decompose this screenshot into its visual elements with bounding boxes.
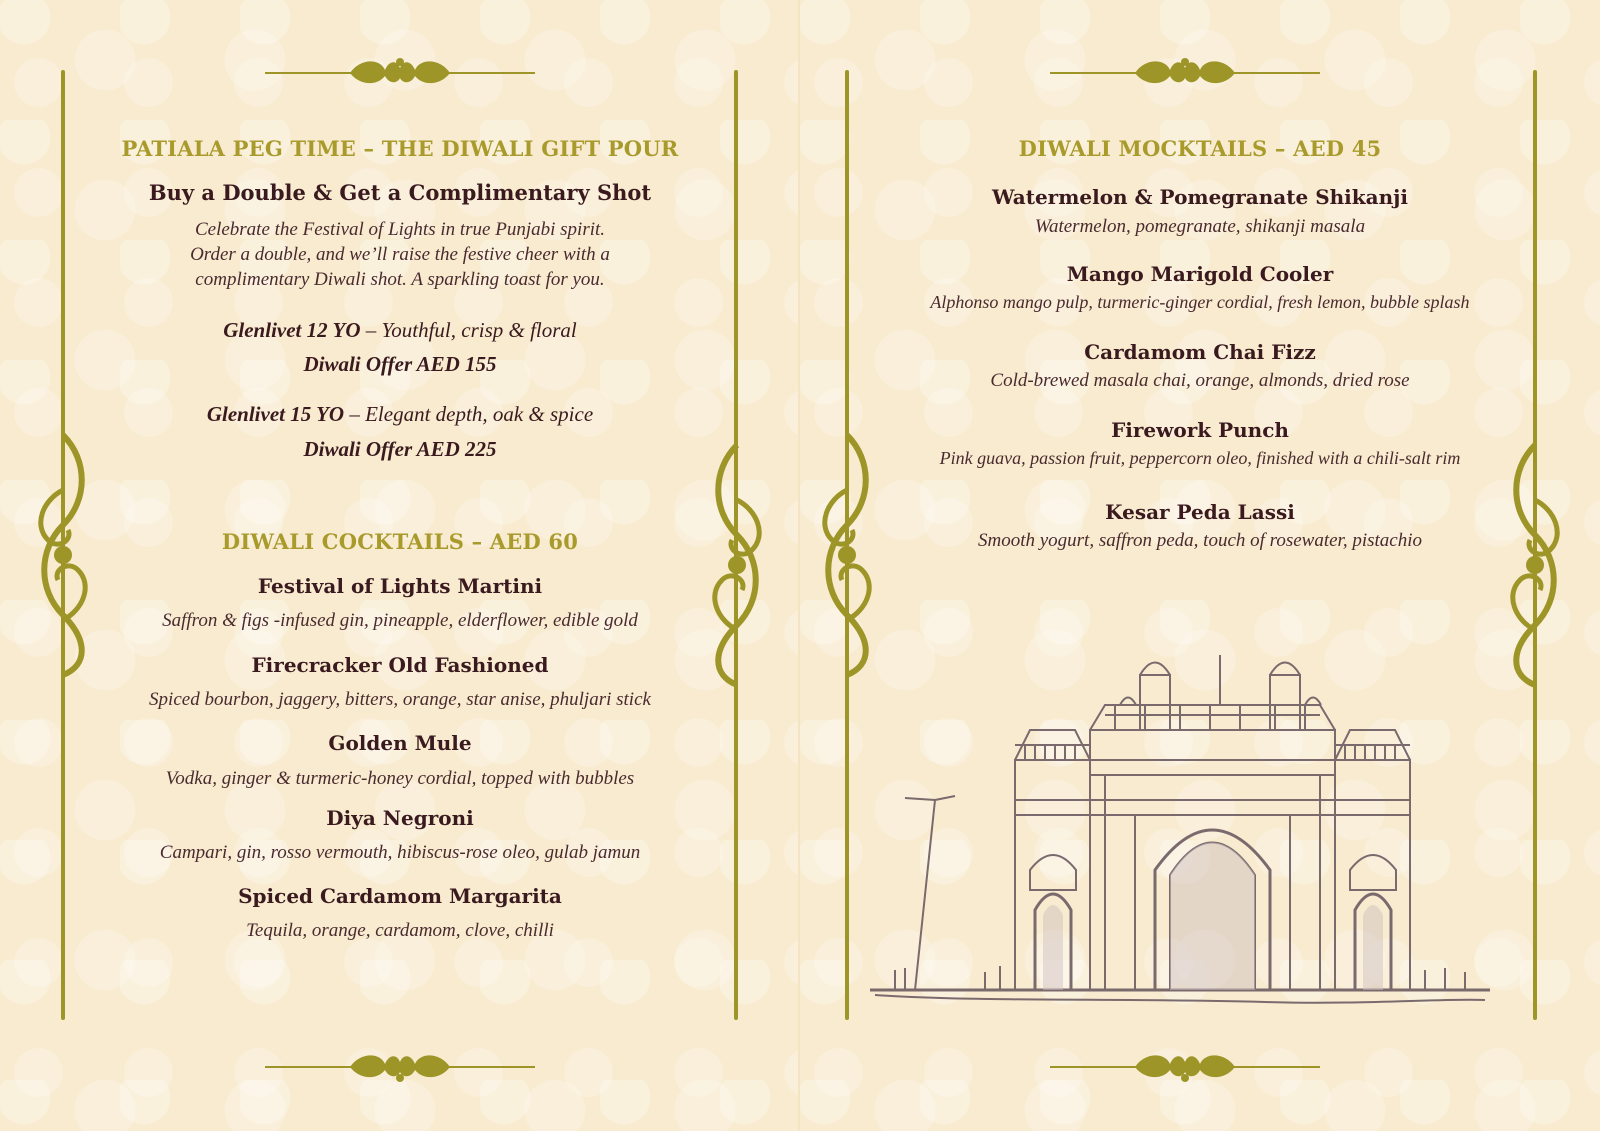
mocktail-name: Watermelon & Pomegranate Shikanji [992,185,1408,209]
whisky-offer-price: Diwali Offer AED 155 [303,352,497,376]
cocktail-name: Spiced Cardamom Margarita [238,884,562,908]
left-page-right-flourish-icon [702,440,772,690]
intro-line: complimentary Diwali shot. A sparkling toast for you. [195,269,605,290]
cocktail-name: Diya Negroni [326,806,474,830]
whisky-offer-price: Diwali Offer AED 225 [303,437,497,461]
whisky-separator: – [360,318,382,342]
whisky-name: Glenlivet 15 YO [206,402,345,426]
patiala-intro [100,217,700,292]
mocktail-name: Mango Marigold Cooler [1066,262,1334,286]
cocktail-desc: Spiced bourbon, jaggery, bitters, orange, star anise, phuljari stick [149,689,651,710]
mocktail-desc: Pink guava, passion fruit, peppercorn oleo, finished with a chili-salt rim [939,448,1461,468]
whisky-offer-1 [100,318,700,343]
patiala-section-title: PATIALA PEG TIME – THE DIWALI GIFT POUR [121,136,679,161]
cocktail-desc: Tequila, orange, cardamom, clove, chilli [246,920,554,941]
mocktails-section-title: DIWALI MOCKTAILS – AED 45 [1018,136,1382,161]
cocktail-name: Firecracker Old Fashioned [251,653,549,677]
intro-line: Order a double, and we’ll raise the festive cheer with a [190,244,610,265]
patiala-subtitle: Buy a Double & Get a Complimentary Shot [148,180,652,205]
left-content [100,0,700,1131]
mocktail-desc: Cold-brewed masala chai, orange, almonds, dried rose [990,370,1410,391]
mocktail-name: Firework Punch [1111,418,1289,442]
cocktail-name: Festival of Lights Martini [257,574,543,598]
whisky-note: Youthful, crisp & floral [381,318,577,342]
whisky-name: Glenlivet 12 YO [223,318,361,342]
mocktail-desc: Watermelon, pomegranate, shikanji masala [1034,216,1366,237]
gateway-of-india-illustration [865,650,1495,1015]
cocktail-desc: Vodka, ginger & turmeric-honey cordial, topped with bubbles [165,768,635,789]
cocktail-desc: Saffron & figs -infused gin, pineapple, elderflower, edible gold [162,610,638,631]
whisky-offer-2 [100,402,700,427]
mocktail-desc: Smooth yogurt, saffron peda, touch of rosewater, pistachio [977,530,1423,551]
cocktail-desc: Campari, gin, rosso vermouth, hibiscus-rose oleo, gulab jamun [159,842,641,863]
whisky-note: Elegant depth, oak & spice [365,402,594,426]
whisky-separator: – [344,402,366,426]
mocktail-name: Kesar Peda Lassi [1105,500,1295,524]
mocktail-desc: Alphonso mango pulp, turmeric-ginger cordial, fresh lemon, bubble splash [930,292,1470,312]
cocktail-name: Golden Mule [328,731,472,755]
right-page [800,0,1600,1131]
mocktail-name: Cardamom Chai Fizz [1084,340,1316,364]
intro-line: Celebrate the Festival of Lights in true Punjabi spirit. [194,219,606,240]
cocktails-section-title: DIWALI COCKTAILS – AED 60 [221,529,579,554]
left-side-flourish-icon [28,430,98,680]
